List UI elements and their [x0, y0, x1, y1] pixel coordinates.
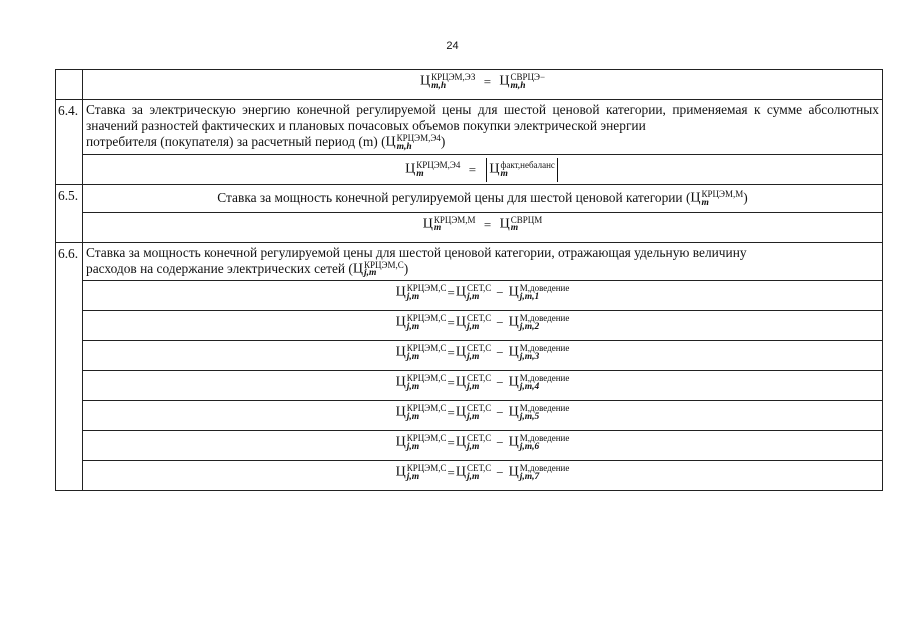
formula-cell: [83, 371, 883, 401]
formula-superscript: СЕТ,С: [466, 433, 492, 444]
formula-subscript: j,m: [406, 412, 420, 423]
formula-cell: [83, 431, 883, 461]
formula-subscript: j,m: [466, 472, 480, 483]
formula-superscript: КРЦЭМ,ЭЗ: [431, 72, 476, 83]
formula-symbol: Ц: [395, 464, 406, 480]
formula-operator: −: [496, 285, 504, 301]
formula: [420, 73, 545, 91]
formula-subscript: j,m,3: [519, 352, 540, 363]
formula: [396, 404, 570, 422]
formula-superscript: КРЦЭМ,С: [406, 373, 447, 384]
formula-subscript: j,m,5: [519, 412, 540, 423]
formula-superscript: КРЦЭМ,М: [701, 189, 744, 199]
formula-symbol: Ц: [508, 404, 519, 420]
formula: [396, 284, 570, 302]
formula-subscript: j,m: [466, 412, 480, 423]
formula-superscript: СВРЦЭ−: [510, 72, 546, 83]
formula: [396, 464, 570, 482]
formula-cell: [83, 311, 883, 341]
section-6-6-text-last: расходов на содержание электрических сетей (: [86, 260, 353, 276]
formula-symbol: Ц: [455, 314, 466, 330]
formula-symbol: Ц: [690, 190, 701, 206]
formula-subscript: j,m,6: [519, 442, 540, 453]
section-6-4-text-last: потребителя (покупателя) за расчетный период (m) (: [86, 134, 386, 150]
section-text: [83, 242, 883, 281]
formula-operator: −: [496, 435, 504, 451]
table-row: [56, 242, 883, 281]
table-row: [56, 70, 883, 100]
abs-bar-right: [557, 158, 558, 182]
formula-subscript: j,m: [406, 292, 420, 303]
formula-subscript: j,m: [406, 382, 420, 393]
formula-symbol: Ц: [419, 73, 431, 89]
table-row: [56, 212, 883, 242]
close-paren: ): [440, 134, 446, 150]
formula-subscript: j,m,2: [519, 322, 540, 333]
formula-superscript: КРЦЭМ,С: [406, 343, 447, 354]
table-row: [56, 281, 883, 311]
formula-superscript: М,доведение: [519, 283, 570, 294]
formula-symbol: Ц: [405, 161, 416, 177]
number-cell: [56, 70, 83, 100]
formula-symbol: Ц: [508, 344, 519, 360]
formula-superscript: КРЦЭМ,С: [406, 313, 447, 324]
formula-superscript: СВРЦМ: [510, 214, 543, 225]
formula-cell: [83, 281, 883, 311]
formula-subscript: j,m: [466, 382, 480, 393]
table-row: [56, 371, 883, 401]
formula-superscript: КРЦЭМ,С: [406, 463, 447, 474]
formula: [396, 314, 570, 332]
inline-formula: [386, 134, 441, 152]
formula-superscript: М,доведение: [519, 313, 570, 324]
formula-symbol: Ц: [508, 314, 519, 330]
formula-symbol: Ц: [395, 284, 406, 300]
formula-symbol: Ц: [395, 404, 406, 420]
formula-cell: [83, 341, 883, 371]
formula-symbol: Ц: [352, 261, 364, 277]
formula-symbol: Ц: [508, 464, 519, 480]
formula-operator: =: [483, 216, 492, 232]
table-row: [56, 461, 883, 491]
formula-cell: [83, 154, 883, 184]
formula-superscript: М,доведение: [519, 433, 570, 444]
formula-symbol: Ц: [395, 434, 406, 450]
formula-symbol: Ц: [422, 216, 433, 232]
formula-operator: −: [496, 315, 504, 331]
formula: [396, 344, 570, 362]
formula-subscript: j,m: [406, 322, 420, 333]
section-text: [83, 100, 883, 155]
formula-subscript: m: [500, 168, 508, 179]
formula-superscript: СЕТ,С: [466, 343, 492, 354]
section-number: 6.5.: [56, 184, 83, 242]
formula-superscript: СЕТ,С: [466, 463, 492, 474]
close-paren: ): [743, 189, 748, 205]
formula-subscript: j,m,4: [519, 382, 540, 393]
formula-cell: [83, 212, 883, 242]
formula-operator: =: [447, 285, 455, 301]
section-6-4-text: Ставка за электрическую энергию конечной регулируемой цены для шестой ценовой категории, применяемая к сумме абсолютных значений разностей фактических и плановых почасовых объемов покупки электрической энергии: [86, 102, 879, 134]
formula-operator: =: [468, 162, 477, 178]
formula-subscript: j,m: [466, 322, 480, 333]
formula: [396, 434, 570, 452]
formula-subscript: m,h: [396, 141, 412, 152]
formula-subscript: j,m: [364, 268, 377, 279]
page-number: 24: [446, 40, 459, 52]
section-number: 6.6.: [56, 242, 83, 491]
table-row: [56, 341, 883, 371]
formula-symbol: Ц: [455, 434, 466, 450]
formula-symbol: Ц: [499, 73, 510, 89]
formula-cell: [83, 70, 883, 100]
formula-symbol: Ц: [489, 161, 500, 177]
section-text: [83, 184, 883, 212]
formula-subscript: j,m: [406, 472, 420, 483]
formula-subscript: j,m,7: [519, 472, 540, 483]
abs-bar-left: [486, 158, 487, 182]
formula-superscript: КРЦЭМ,Э4: [416, 160, 461, 171]
formula-cell: [83, 401, 883, 431]
formula-cell: [83, 461, 883, 491]
formula-operator: =: [447, 315, 455, 331]
formula-subscript: j,m: [466, 292, 480, 303]
formula-symbol: Ц: [395, 344, 406, 360]
formula-superscript: КРЦЭМ,С: [406, 433, 447, 444]
formula-symbol: Ц: [395, 374, 406, 390]
inline-formula: [690, 190, 743, 208]
formula-symbol: Ц: [455, 374, 466, 390]
section-6-5-text: Ставка за мощность конечной регулируемой цены для шестой ценовой категории (: [217, 189, 691, 205]
formula-subscript: m,h: [431, 80, 447, 91]
formula: [405, 158, 560, 182]
formula-symbol: Ц: [455, 284, 466, 300]
inline-formula: [353, 261, 404, 279]
formula-subscript: m: [510, 223, 519, 234]
table-row: [56, 401, 883, 431]
formula-symbol: Ц: [508, 284, 519, 300]
formula-subscript: m: [416, 168, 424, 179]
formula-symbol: Ц: [455, 404, 466, 420]
formula-superscript: СЕТ,С: [466, 373, 492, 384]
formula-superscript: КРЦЭМ,С: [364, 259, 404, 270]
formula-subscript: j,m: [406, 442, 420, 453]
formula-subscript: j,m: [466, 352, 480, 363]
formula-superscript: СЕТ,С: [466, 403, 492, 414]
formula-operator: =: [447, 375, 455, 391]
formula-symbol: Ц: [395, 314, 406, 330]
formula-subscript: m,h: [510, 80, 526, 91]
table-row: [56, 100, 883, 155]
table-row: [56, 431, 883, 461]
formula-superscript: КРЦЭМ,Э4: [396, 133, 441, 144]
formula-superscript: СЕТ,С: [466, 283, 492, 294]
formula-subscript: j,m: [466, 442, 480, 453]
formula-subscript: j,m: [406, 352, 420, 363]
formula-symbol: Ц: [385, 134, 396, 150]
close-paren: ): [403, 260, 409, 276]
table-row: [56, 311, 883, 341]
tariff-table: [55, 69, 883, 491]
formula-subscript: m: [701, 197, 709, 208]
formula-symbol: Ц: [455, 464, 466, 480]
formula-operator: =: [447, 345, 455, 361]
formula-superscript: М,доведение: [519, 343, 570, 354]
formula-operator: −: [496, 465, 504, 481]
formula-superscript: КРЦЭМ,М: [433, 214, 476, 225]
formula-superscript: СЕТ,С: [466, 313, 492, 324]
formula-operator: −: [496, 345, 504, 361]
formula-superscript: факт,небаланс: [500, 160, 555, 171]
formula-operator: =: [447, 465, 455, 481]
formula-operator: =: [483, 74, 492, 90]
formula-operator: =: [447, 435, 455, 451]
formula-superscript: М,доведение: [519, 463, 570, 474]
formula: [396, 374, 570, 392]
formula-superscript: М,доведение: [519, 403, 570, 414]
formula-superscript: М,доведение: [519, 373, 570, 384]
formula-superscript: КРЦЭМ,С: [406, 283, 447, 294]
formula-operator: =: [447, 405, 455, 421]
formula-symbol: Ц: [455, 344, 466, 360]
formula-subscript: m: [433, 223, 442, 234]
section-number: 6.4.: [56, 100, 83, 185]
formula-subscript: j,m,1: [519, 292, 540, 303]
formula: [423, 216, 543, 234]
table-row: [56, 184, 883, 212]
table-row: [56, 154, 883, 184]
formula-operator: −: [496, 405, 504, 421]
formula-operator: −: [496, 375, 504, 391]
formula-symbol: Ц: [508, 374, 519, 390]
formula-symbol: Ц: [508, 434, 519, 450]
formula-superscript: КРЦЭМ,С: [406, 403, 447, 414]
formula-symbol: Ц: [499, 216, 510, 232]
section-6-6-text: Ставка за мощность конечной регулируемой цены для шестой ценовой категории, отражающая удельную величину: [86, 244, 747, 260]
